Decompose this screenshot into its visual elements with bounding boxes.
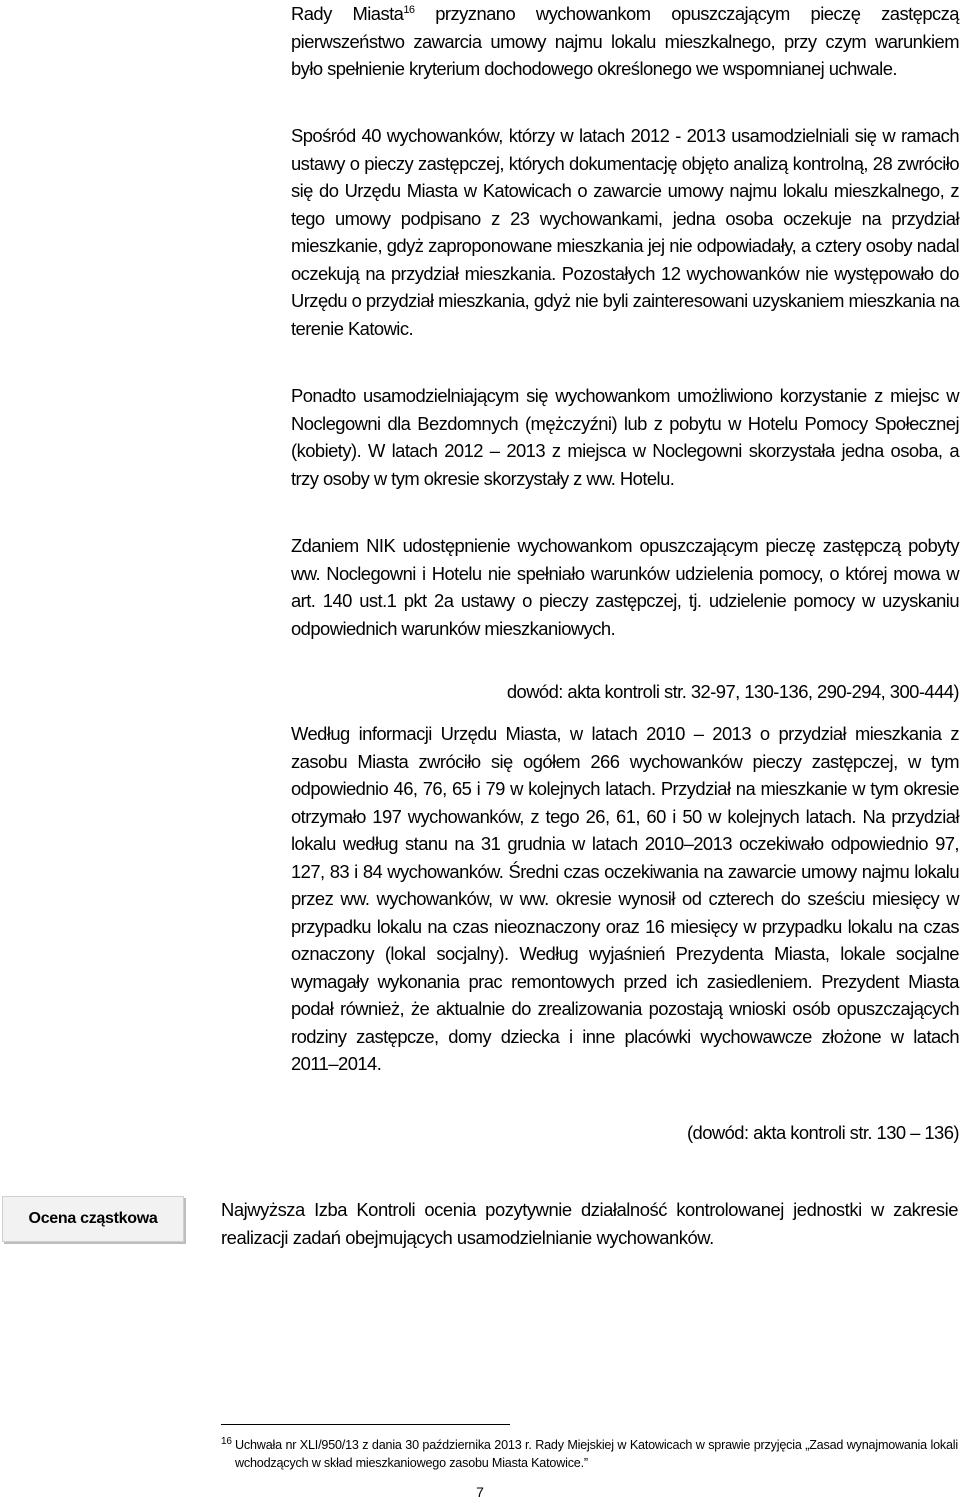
page-number: 7 <box>476 1484 484 1500</box>
partial-assessment-label-box <box>2 1196 184 1242</box>
footnote-ref[interactable]: 16 <box>403 4 415 16</box>
partial-assessment-text: Najwyższa Izba Kontroli ocenia pozytywnie działalność kontrolowanej jednostki w zakresie realizacji zadań obejmujących usamodzielnianie wychowanków. <box>221 1199 958 1248</box>
intro-text-start: Rady Miasta <box>291 3 404 24</box>
footnote-number: 16 <box>221 1436 232 1447</box>
evidence-text-2: (dowód: akta kontroli str. 130 – 136) <box>686 1122 959 1143</box>
footnote <box>221 1436 958 1472</box>
paragraph-wards-housing <box>291 122 959 342</box>
paragraph-shelter <box>291 382 959 492</box>
footnote-text: Uchwała nr XLI/950/13 z dania 30 października 2013 r. Rady Miejskiej w Katowicach w sprawie przyjęcia „Zasad wynajmowania lokali wchodzących w skład mieszkaniowego zasobu Miasta Katowice.” <box>235 1438 958 1470</box>
nik-opinion-text: Zdaniem NIK udostępnienie wychowankom opuszczającym pieczę zastępczą pobyty ww. Noclegowni i Hotelu nie spełniało warunków udzielenia pomocy, o której mowa w art. 140 ust.1 pkt 2a ustawy o pieczy zastępczej, tj. udzielenie pomocy w uzyskaniu odpowiednich warunków mieszkaniowych. <box>291 535 959 639</box>
evidence-note-2 <box>291 1119 959 1147</box>
partial-assessment-label: Ocena cząstkowa <box>28 1210 158 1227</box>
footnote-separator <box>221 1424 510 1425</box>
paragraph-nik-opinion <box>291 532 959 642</box>
evidence-text-1: dowód: akta kontroli str. 32-97, 130-136, 290-294, 300-444) <box>506 681 959 702</box>
shelter-text: Ponadto usamodzielniającym się wychowankom umożliwiono korzystanie z miejsc w Noclegowni dla Bezdomnych (mężczyźni) lub z pobytu w Hotelu Pomocy Społecznej (kobiety). W latach 2012 – 2013 z miejsca w Noclegowni skorzystała jedna osoba, a trzy osoby w tym okresie skorzystały z ww. Hotelu. <box>291 385 959 489</box>
wards-housing-text: Spośród 40 wychowanków, którzy w latach 2012 - 2013 usamodzielniali się w ramach ustawy o pieczy zastępczej, których dokumentację objęto analizą kontrolną, 28 zwróciło się do Urzędu Miasta w Katowicach o zawarcie umowy najmu lokalu mieszkalnego, z tego umowy podpisano z 23 wychowankami, jedna osoba oczekuje na przydział mieszkanie, gdyż zaproponowane mieszkania jej nie odpowiadały, a cztery osoby nadal oczekują na przydział mieszkania. Pozostałych 12 wychowanków nie występowało do Urzędu o przydział mieszkania, gdyż nie byli zainteresowani uzyskaniem mieszkania na terenie Katowic. <box>291 125 959 339</box>
evidence-note-1 <box>291 678 959 706</box>
city-info-text: Według informacji Urzędu Miasta, w latach 2010 – 2013 o przydział mieszkania z zasobu Miasta zwróciło się ogółem 266 wychowanków pieczy zastępczej, w tym odpowiednio 46, 76, 65 i 79 w kolejnych latach. Przydział na mieszkanie w tym okresie otrzymało 197 wychowanków, z tego 26, 61, 60 i 50 w kolejnych latach. Na przydział lokalu według stanu na 31 grudnia w latach 2010–2013 oczekiwało odpowiednio 97, 127, 83 i 84 wychowanków. Średni czas oczekiwania na zawarcie umowy najmu lokalu przez ww. wychowanków, w ww. okresie wynosił od czterech do sześciu miesięcy w przypadku lokalu na czas nieoznaczony oraz 16 miesięcy w przypadku lokalu na czas oznaczony (lokal socjalny). Według wyjaśnień Prezydenta Miasta, lokale socjalne wymagały wykonania prac remontowych przed ich zasiedleniem. Prezydent Miasta podał również, że aktualnie do zrealizowania pozostają wnioski osób opuszczających rodziny zastępcze, domy dziecka i inne placówki wychowawcze złożone w latach 2011–2014. <box>291 723 959 1074</box>
intro-text-rest: przyznano wychowankom opuszczającym pieczę zastępczą pierwszeństwo zawarcia umowy najmu lokalu mieszkalnego, przy czym warunkiem było spełnienie kryterium dochodowego określonego we wspomnianej uchwale. <box>291 3 959 79</box>
paragraph-city-info <box>291 720 959 1078</box>
paragraph-intro <box>291 0 959 83</box>
